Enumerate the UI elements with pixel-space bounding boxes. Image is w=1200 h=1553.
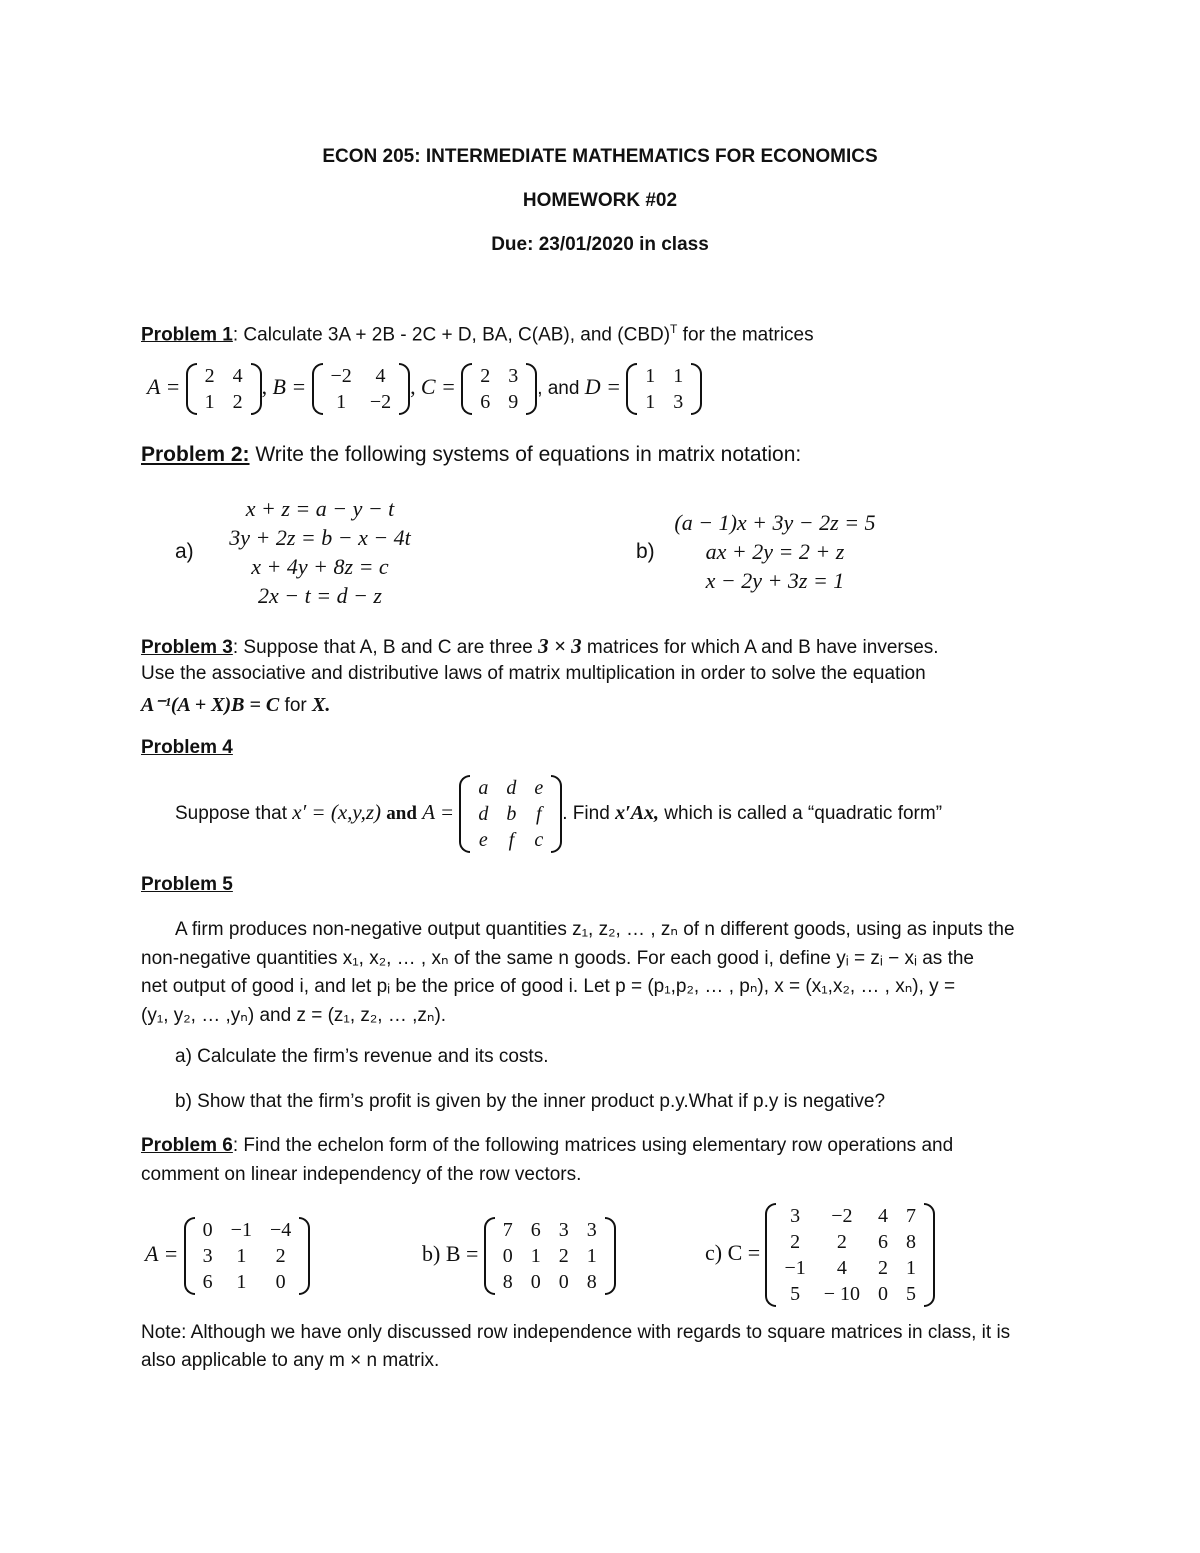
matrix-entry: 1 — [236, 1245, 247, 1267]
matrix-entry: 0 — [502, 1245, 513, 1267]
matrix-entry: 5 — [906, 1283, 917, 1305]
matrix-entry: 0 — [275, 1271, 286, 1293]
matrix-entry: d — [506, 777, 517, 799]
matrix-entry: 2 — [790, 1231, 801, 1253]
course-title: ECON 205: INTERMEDIATE MATHEMATICS FOR ECONOMICS — [322, 146, 878, 167]
problem-4-label: Problem 4 — [141, 737, 233, 758]
matrix-entry: 9 — [508, 391, 519, 413]
matrix-entry: f — [508, 829, 515, 851]
matrix-entry: 3 — [586, 1219, 597, 1241]
matrix-entry: 1 — [586, 1245, 597, 1267]
problem-5-line: net output of good i, and let pᵢ be the price of good i. Let p = (p₁,p₂, … , pₙ), x = (x₁,x₂, … , xₙ), y = — [141, 976, 956, 997]
matrix-entry: 1 — [236, 1271, 247, 1293]
problem-3-equation: A⁻¹(A + X)B = C for X. — [141, 694, 331, 716]
matrix-entry: d — [478, 803, 489, 825]
matrix-entry: −2 — [369, 391, 392, 413]
problem-2-label: Problem 2: — [141, 443, 250, 466]
matrix-entry: 0 — [530, 1271, 541, 1293]
matrix-entry: 7 — [906, 1205, 917, 1227]
matrix-entry: 1 — [673, 365, 684, 387]
matrix-entry: −2 — [831, 1205, 853, 1227]
due-date: Due: 23/01/2020 in class — [491, 234, 709, 255]
matrix-entry: 1 — [336, 391, 347, 413]
matrix-entry: 3 — [508, 365, 519, 387]
system-a — [200, 494, 440, 610]
homework-number: HOMEWORK #02 — [522, 190, 678, 211]
problem-2-prompt: Problem 2: Write the following systems of equations in matrix notation: — [141, 443, 802, 466]
problem-5-label: Problem 5 — [141, 874, 233, 895]
matrix-entry: 2 — [836, 1231, 847, 1253]
note-line-1: Note: Although we have only discussed row independence with regards to square matrices in class, it is — [141, 1322, 1011, 1343]
matrix-entry: 4 — [836, 1257, 847, 1279]
matrix-entry: 2 — [558, 1245, 569, 1267]
problem-5-line: A firm produces non-negative output quantities z₁, z₂, … , zₙ of n different goods, using as inputs the — [175, 919, 1015, 940]
problem-1-matrices: A = 2 4 1 2 , B = −2 4 1 −2 , C = 2 3 6 9 , and D = 1 1 1 3 — [147, 363, 702, 415]
note-line-2: also applicable to any m × n matrix. — [141, 1350, 440, 1371]
matrix-entry: −4 — [269, 1219, 292, 1241]
equation: 3y + 2z = b − x − 4t — [229, 525, 411, 550]
matrix-C — [461, 363, 537, 415]
matrix-entry: 2 — [232, 391, 243, 413]
matrix-entry: 5 — [790, 1283, 801, 1305]
matrix-entry: 6 — [480, 391, 491, 413]
matrix-entry: 1 — [906, 1257, 917, 1279]
matrix-entry: 4 — [878, 1205, 889, 1227]
problem-5-line: (y₁, y₂, … ,yₙ) and z = (z₁, z₂, … ,zₙ). — [141, 1005, 447, 1026]
problem-6-line-2: comment on linear independency of the row vectors. — [141, 1164, 582, 1185]
matrix-B-echelon — [484, 1217, 616, 1295]
matrix-entry: 2 — [275, 1245, 286, 1267]
matrix-entry: 7 — [502, 1219, 513, 1241]
system-b-label: b) — [636, 540, 655, 563]
matrix-entry: 2 — [878, 1257, 889, 1279]
matrix-A — [186, 363, 262, 415]
problem-3-label: Problem 3 — [141, 637, 233, 658]
matrix-entry: e — [478, 829, 488, 851]
matrix-entry: −1 — [784, 1257, 806, 1279]
problem-6-line-1: Problem 6: Find the echelon form of the following matrices using elementary row operations and — [141, 1135, 954, 1156]
matrix-entry: b — [506, 803, 517, 825]
matrix-entry: 1 — [645, 365, 656, 387]
problem-1-label: Problem 1 — [141, 324, 233, 346]
matrix-entry: 6 — [202, 1271, 213, 1293]
problem-3-line-2: Use the associative and distributive laws of matrix multiplication in order to solve the equation — [141, 663, 926, 684]
matrix-entry: 3 — [673, 391, 684, 413]
matrix-entry: 0 — [202, 1219, 213, 1241]
matrix-entry: a — [478, 777, 489, 799]
equation: ax + 2y = 2 + z — [705, 539, 845, 564]
problem-5-part-b: b) Show that the firm’s profit is given by the inner product p.y.What if p.y is negative? — [175, 1091, 886, 1112]
matrix-entry: 1 — [204, 391, 215, 413]
matrix-entry: −2 — [330, 365, 352, 387]
matrix-entry: 8 — [586, 1271, 597, 1293]
matrix-entry: 0 — [878, 1283, 889, 1305]
system-a-label: a) — [175, 540, 194, 563]
equation: 2x − t = d − z — [258, 583, 382, 608]
equation: x + z = a − y − t — [245, 496, 395, 521]
matrix-entry: 3 — [790, 1205, 801, 1227]
matrix-entry: 1 — [645, 391, 656, 413]
matrix-entry: 4 — [375, 365, 386, 387]
matrix-entry: 8 — [906, 1231, 917, 1253]
matrix-entry: 6 — [878, 1231, 889, 1253]
matrix-A-quadratic — [459, 775, 562, 853]
equation: x − 2y + 3z = 1 — [705, 568, 845, 593]
matrix-entry: 3 — [202, 1245, 213, 1267]
matrix-entry: 0 — [558, 1271, 569, 1293]
matrix-entry: e — [534, 777, 544, 799]
matrix-D — [626, 363, 702, 415]
matrix-A-echelon — [184, 1217, 311, 1295]
matrix-entry: 4 — [232, 365, 243, 387]
problem-4-body: Suppose that x′ = (x,y,z) and A = a d e d b f e f c . Find x′Ax, which is called a “quadratic form” — [175, 777, 943, 851]
equation: (a − 1)x + 3y − 2z = 5 — [674, 510, 876, 535]
system-b — [650, 508, 900, 595]
matrix-entry: 2 — [480, 365, 491, 387]
matrix-entry: 3 — [558, 1219, 569, 1241]
matrix-entry: −1 — [230, 1219, 252, 1241]
matrix-entry: c — [534, 829, 544, 851]
problem-3-line-1: Problem 3: Suppose that A, B and C are three 3 × 3 matrices for which A and B have inverses. — [141, 634, 939, 658]
matrix-entry: 8 — [502, 1271, 513, 1293]
matrix-B — [312, 363, 411, 415]
problem-6-label: Problem 6 — [141, 1135, 233, 1156]
problem-6-matrix-B: b) B = 7 6 3 3 0 1 2 1 8 0 0 8 — [422, 1217, 616, 1295]
matrix-entry: − 10 — [823, 1283, 861, 1305]
matrix-entry: 6 — [530, 1219, 541, 1241]
matrix-entry: f — [536, 803, 542, 825]
equation: x + 4y + 8z = c — [251, 554, 389, 579]
matrix-entry: 2 — [204, 365, 215, 387]
matrix-C-echelon — [765, 1203, 935, 1307]
problem-6-matrix-A: A = 0 −1 −4 3 1 2 6 1 0 — [145, 1217, 310, 1295]
problem-5-part-a: a) Calculate the firm’s revenue and its costs. — [175, 1046, 549, 1067]
problem-1-prompt: Problem 1: Calculate 3A + 2B - 2C + D, BA, C(AB), and (CBD)$^T$ for the matrices — [141, 322, 814, 346]
problem-5-line: non-negative quantities x₁, x₂, … , xₙ of the same n goods. For each good i, define yᵢ = zᵢ − xᵢ as the — [141, 948, 975, 969]
matrix-entry: 1 — [530, 1245, 541, 1267]
problem-6-matrix-C: c) C = 3 −2 4 7 2 2 6 8 −1 4 2 1 5 − 10 0 5 — [705, 1203, 935, 1307]
